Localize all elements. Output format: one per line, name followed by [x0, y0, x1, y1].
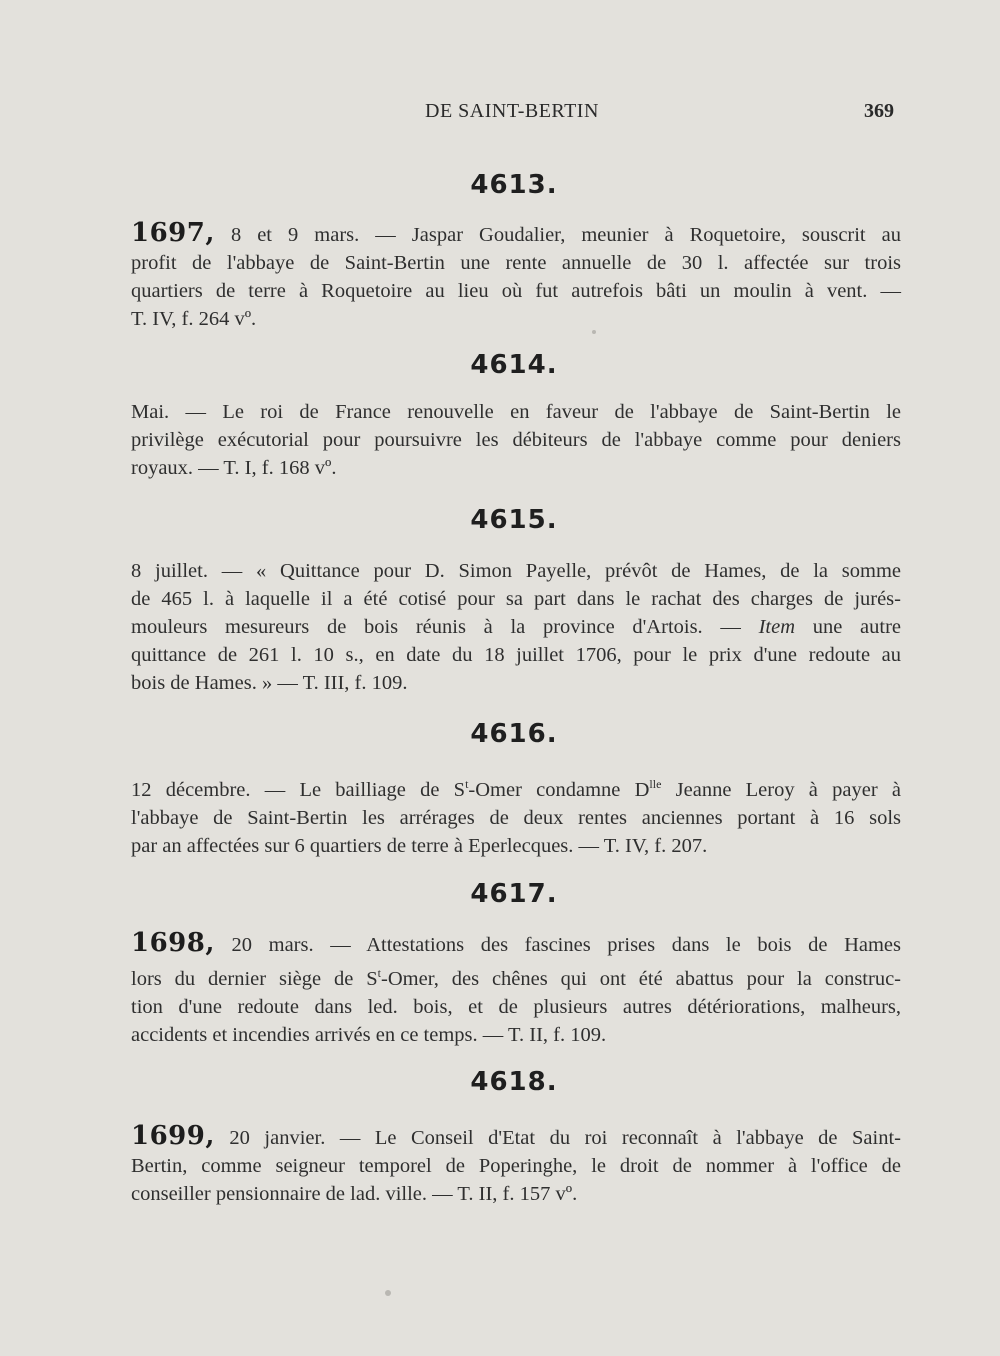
- entry-line: 8 juillet. — « Quittance pour D. Simon Payelle, prévôt de Hames, de la somme: [131, 560, 901, 582]
- entry-number-4616: 4616.: [470, 719, 558, 749]
- entry-line: quartiers de terre à Roquetoire au lieu où fut autrefois bâti un moulin à vent. —: [131, 280, 901, 302]
- entry-line: bois de Hames. » — T. III, f. 109.: [131, 672, 408, 694]
- paper-smudge: [385, 1290, 391, 1296]
- entry-number-4617: 4617.: [470, 879, 558, 909]
- entry-line: Bertin, comme seigneur temporel de Poperinghe, le droit de nommer à l'office de: [131, 1155, 901, 1177]
- entry-line: quittance de 261 l. 10 s., en date du 18 juillet 1706, pour le prix d'une redoute au: [131, 644, 901, 666]
- entry-line: 1699, 20 janvier. — Le Conseil d'Etat du roi reconnaît à l'abbaye de Saint-: [131, 1121, 901, 1151]
- entry-line: T. IV, f. 264 vº.: [131, 308, 257, 330]
- entry-year: 1698,: [131, 928, 215, 958]
- running-title: DE SAINT-BERTIN: [425, 100, 599, 122]
- entry-4618: [131, 1122, 901, 1208]
- entry-line: royaux. — T. I, f. 168 vº.: [131, 457, 337, 479]
- entry-line: par an affectées sur 6 quartiers de terre à Eperlecques. — T. IV, f. 207.: [131, 834, 708, 857]
- entry-line: privilège exécutorial pour poursuivre les débiteurs de l'abbaye comme pour deniers: [131, 429, 901, 451]
- entry-number-4618: 4618.: [470, 1067, 558, 1097]
- entry-4617: [131, 929, 901, 1049]
- entry-year: 1697,: [131, 218, 215, 248]
- entry-line: accidents et incendies arrivés en ce temps. — T. II, f. 109.: [131, 1023, 607, 1046]
- entry-number-4613: 4613.: [470, 170, 558, 200]
- entry-line: 12 décembre. — Le bailliage de $S^t$-Omer condamne $D^{lle}$ Jeanne Leroy à payer à: [131, 777, 901, 801]
- entry-line: profit de l'abbaye de Saint-Bertin une rente annuelle de 30 l. affectée sur trois: [131, 252, 901, 274]
- entry-4613: [131, 219, 901, 333]
- entry-line: Mai. — Le roi de France renouvelle en faveur de l'abbaye de Saint-Bertin le: [131, 401, 901, 423]
- entry-line: mouleurs mesureurs de bois réunis à la province d'Artois. — Item une autre: [131, 616, 901, 638]
- entry-number-4615: 4615.: [470, 505, 558, 535]
- paper-smudge: [592, 330, 596, 334]
- entry-line: tion d'une redoute dans led. bois, et de plusieurs autres détériorations, malheurs,: [131, 995, 901, 1018]
- entry-line: lors du dernier siège de $S^t$-Omer, des chênes qui ont été abattus pour la construc-: [131, 966, 902, 990]
- entry-4614: [131, 398, 901, 482]
- entry-line: l'abbaye de Saint-Bertin les arrérages de deux rentes anciennes portant à 16 sols: [131, 806, 901, 829]
- entry-4615: [131, 557, 901, 697]
- page-number: 369: [864, 100, 894, 122]
- entry-year: 1699,: [131, 1121, 215, 1151]
- entry-line: conseiller pensionnaire de lad. ville. — T. II, f. 157 vº.: [131, 1183, 578, 1205]
- entry-number-4614: 4614.: [470, 350, 558, 380]
- entry-line: 1697, 8 et 9 mars. — Jaspar Goudalier, meunier à Roquetoire, souscrit au: [131, 218, 901, 248]
- entry-line: 1698, 20 mars. — Attestations des fascines prises dans le bois de Hames: [131, 928, 901, 958]
- entry-4616: [131, 770, 901, 860]
- entry-line: de 465 l. à laquelle il a été cotisé pour sa part dans le rachat des charges de jurés-: [131, 588, 901, 610]
